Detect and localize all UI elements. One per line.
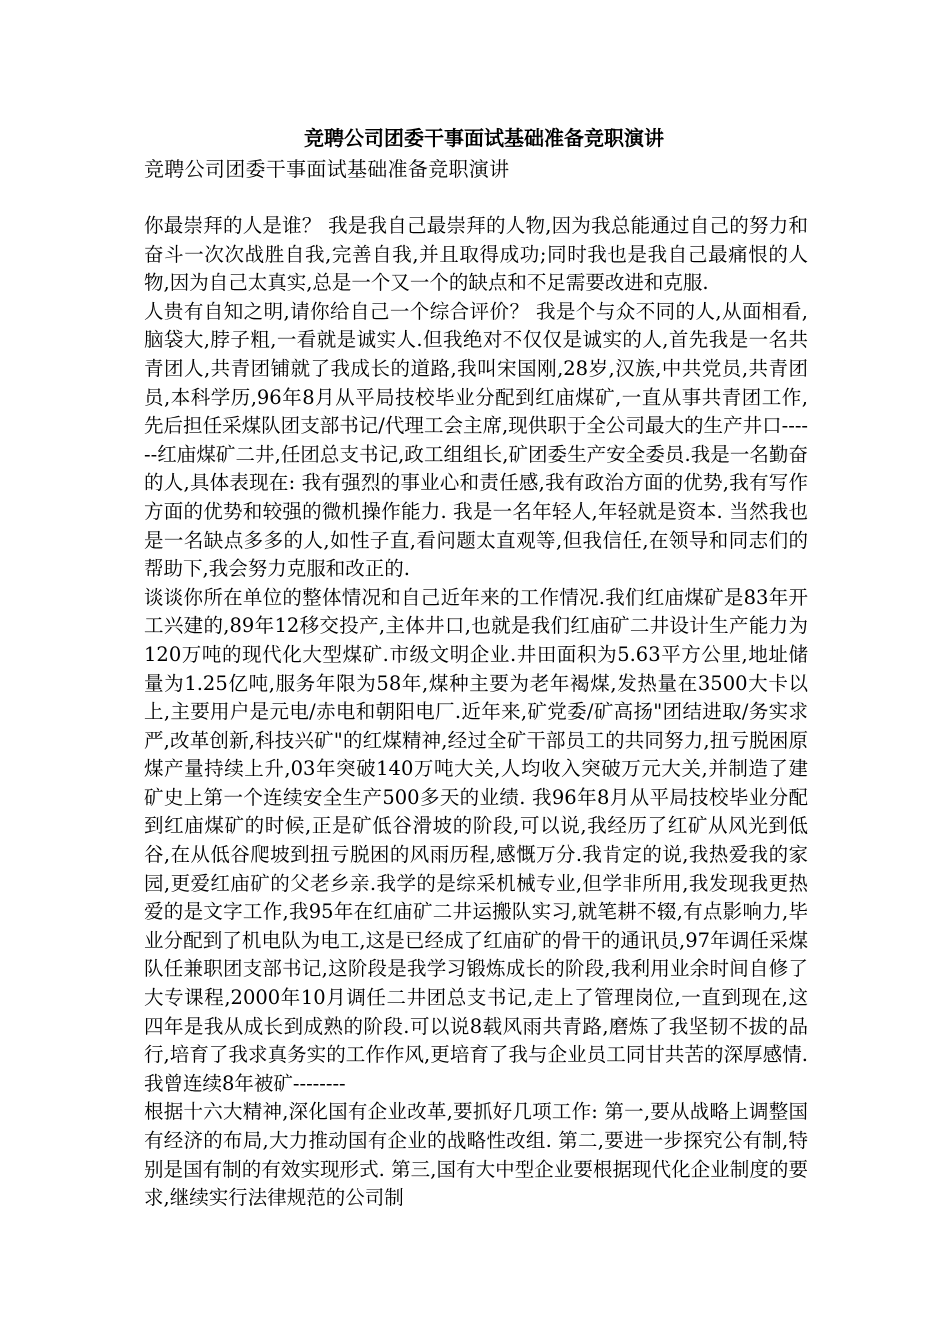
paragraph-3: 谈谈你所在单位的整体情况和自己近年来的工作情况.我们红庙煤矿是83年开工兴建的,89年12移交投产,主体井口,也就是我们红庙矿二井设计生产能力为120万吨的现代化大型煤矿.市级文明企业.井田面积为5.63平方公里,地址储量为1.25亿吨,服务年限为58年,煤种主要为老年褐煤,发热量在3500大卡以上,主要用户是元电/赤电和朝阳电厂.近年来,矿党委/矿高扬"团结进取/务实求严,改革创新,科技兴矿"的红煤精神,经过全矿干部员工的共同努力,扭亏脱困原煤产量持续上升,03年突破140万吨大关,人均收入突破万元大关,并制造了建矿史上第一个连续安全生产500多天的业绩. 我96年8月从平局技校毕业分配到红庙煤矿的时候,正是矿低谷滑坡的阶段,可以说,我经历了红矿从风光到低谷,在从低谷爬坡到扭亏脱困的风雨历程,感慨万分.我肯定的说,我热爱我的家园,更爱红庙矿的父老乡亲.我学的是综采机械专业,但学非所用,我发现我更热爱的是文字工作,我95年在红庙矿二井运搬队实习,就笔耕不辍,有点影响力,毕业分配到了机电队为电工,这是已经成了红庙矿的骨干的通讯员,97年调任采煤队任兼职团支部书记,这阶段是我学习锻炼成长的阶段,我利用业余时间自修了大专课程,2000年10月调任二井团总支书记,走上了管理岗位,一直到现在,这四年是我从成长到成熟的阶段.可以说8载风雨共青路,磨炼了我坚韧不拔的品行,培育了我求真务实的工作作风,更培育了我与企业员工同甘共苦的深厚感情.我曾连续8年被矿-------- [144, 585, 808, 1095]
document-page [144, 122, 808, 1213]
document-title: 竞聘公司团委干事面试基础准备竞职演讲 [304, 126, 664, 150]
paragraph-1: 你最崇拜的人是谁？ 我是我自己最崇拜的人物,因为我总能通过自己的努力和奋斗一次次战胜自我,完善自我,并且取得成功;同时我也是我自己最痛恨的人物,因为自己太真实,总是一个又一个的缺点和不足需要改进和克服. [144, 214, 808, 295]
paragraph-4: 根据十六大精神,深化国有企业改革,要抓好几项工作: 第一,要从战略上调整国有经济的布局,大力推动国有企业的战略性改组. 第二,要进一步探究公有制,特别是国有制的有效实现形式. 第三,国有大中型企业要根据现代化企业制度的要求,继续实行法律规范的公司制 [144, 1100, 808, 1210]
document-subtitle: 竞聘公司团委干事面试基础准备竞职演讲 [144, 157, 510, 181]
paragraph-2: 人贵有自知之明,请你给自己一个综合评价？ 我是个与众不同的人,从面相看,脑袋大,脖子粗,一看就是诚实人.但我绝对不仅仅是诚实的人,首先我是一名共青团人,共青团铺就了我成长的道路,我叫宋国刚,28岁,汉族,中共党员,共青团员,本科学历,96年8月从平局技校毕业分配到红庙煤矿,一直从事共青团工作,先后担任采煤队团支部书记/代理工会主席,现供职于全公司最大的生产井口------红庙煤矿二井,任团总支书记,政工组组长,矿团委生产安全委员.我是一名勤奋的人,具体表现在: 我有强烈的事业心和责任感,我有政治方面的优势,我有写作方面的优势和较强的微机操作能力. 我是一名年轻人,年轻就是资本. 当然我也是一名缺点多多的人,如性子直,看问题太直观等,但我信任,在领导和同志们的帮助下,我会努力克服和改正的. [144, 299, 808, 581]
